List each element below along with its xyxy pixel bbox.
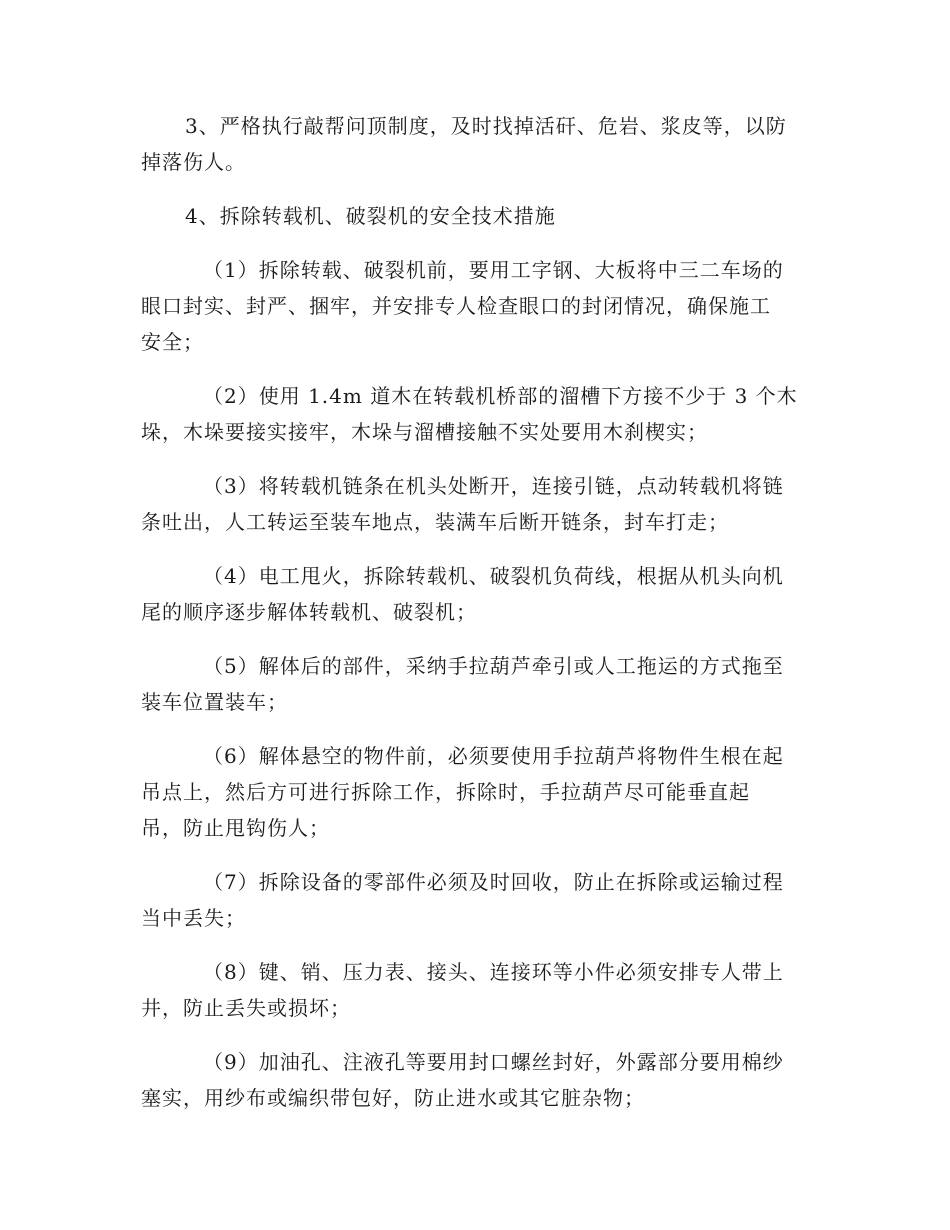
paragraph-line: （1）拆除转载、破裂机前，要用工字钢、大板将中三二车场的: [203, 258, 784, 282]
paragraph-line: （9）加油孔、注液孔等要用封口螺丝封好，外露部分要用棉纱: [203, 1050, 784, 1074]
paragraph-line: 3、严格执行敲帮问顶制度，及时找掉活矸、危岩、浆皮等，以防: [185, 114, 787, 138]
paragraph-line: 尾的顺序逐步解体转载机、破裂机；: [141, 600, 477, 624]
paragraph-item-1: [141, 252, 811, 360]
paragraph-line: 装车位置装车；: [141, 690, 288, 714]
paragraph-line: （7）拆除设备的零部件必须及时回收，防止在拆除或运输过程: [203, 870, 784, 894]
paragraph-line: 眼口封实、封严、捆牢，并安排专人检查眼口的封闭情况，确保施工: [141, 294, 771, 318]
paragraph-3: [141, 108, 811, 180]
paragraph-line: （2）使用 1.4m 道木在转载机桥部的溜槽下方接不少于 3 个木: [203, 384, 798, 408]
paragraph-item-9: [141, 1044, 811, 1116]
paragraph-line: 4、拆除转载机、破裂机的安全技术措施: [185, 204, 556, 228]
paragraph-line: 吊点上，然后方可进行拆除工作，拆除时，手拉葫芦尽可能垂直起: [141, 780, 750, 804]
paragraph-line: （4）电工甩火，拆除转载机、破裂机负荷线，根据从机头向机: [203, 564, 784, 588]
paragraph-item-5: [141, 648, 811, 720]
paragraph-line: 井，防止丢失或损坏；: [141, 996, 351, 1020]
paragraph-item-4: [141, 558, 811, 630]
paragraph-item-6: [141, 738, 811, 846]
paragraph-line: 安全；: [141, 330, 204, 354]
paragraph-line: 垛，木垛要接实接牢，木垛与溜槽接触不实处要用木刹楔实；: [141, 420, 708, 444]
paragraph-line: 塞实，用纱布或编织带包好，防止进水或其它脏杂物；: [141, 1086, 645, 1110]
paragraph-line: （6）解体悬空的物件前，必须要使用手拉葫芦将物件生根在起: [203, 744, 784, 768]
paragraph-item-2: [141, 378, 811, 450]
paragraph-4-heading: [141, 198, 811, 234]
paragraph-item-8: [141, 954, 811, 1026]
paragraph-line: （8）键、销、压力表、接头、连接环等小件必须安排专人带上: [203, 960, 784, 984]
paragraph-line: 条吐出，人工转运至装车地点，装满车后断开链条，封车打走；: [141, 510, 729, 534]
paragraph-line: 掉落伤人。: [141, 150, 246, 174]
paragraph-line: （3）将转载机链条在机头处断开，连接引链，点动转载机将链: [203, 474, 784, 498]
paragraph-line: （5）解体后的部件，采纳手拉葫芦牵引或人工拖运的方式拖至: [203, 654, 784, 678]
paragraph-line: 当中丢失；: [141, 906, 246, 930]
paragraph-item-7: [141, 864, 811, 936]
paragraph-line: 吊，防止甩钩伤人；: [141, 816, 330, 840]
paragraph-item-3: [141, 468, 811, 540]
